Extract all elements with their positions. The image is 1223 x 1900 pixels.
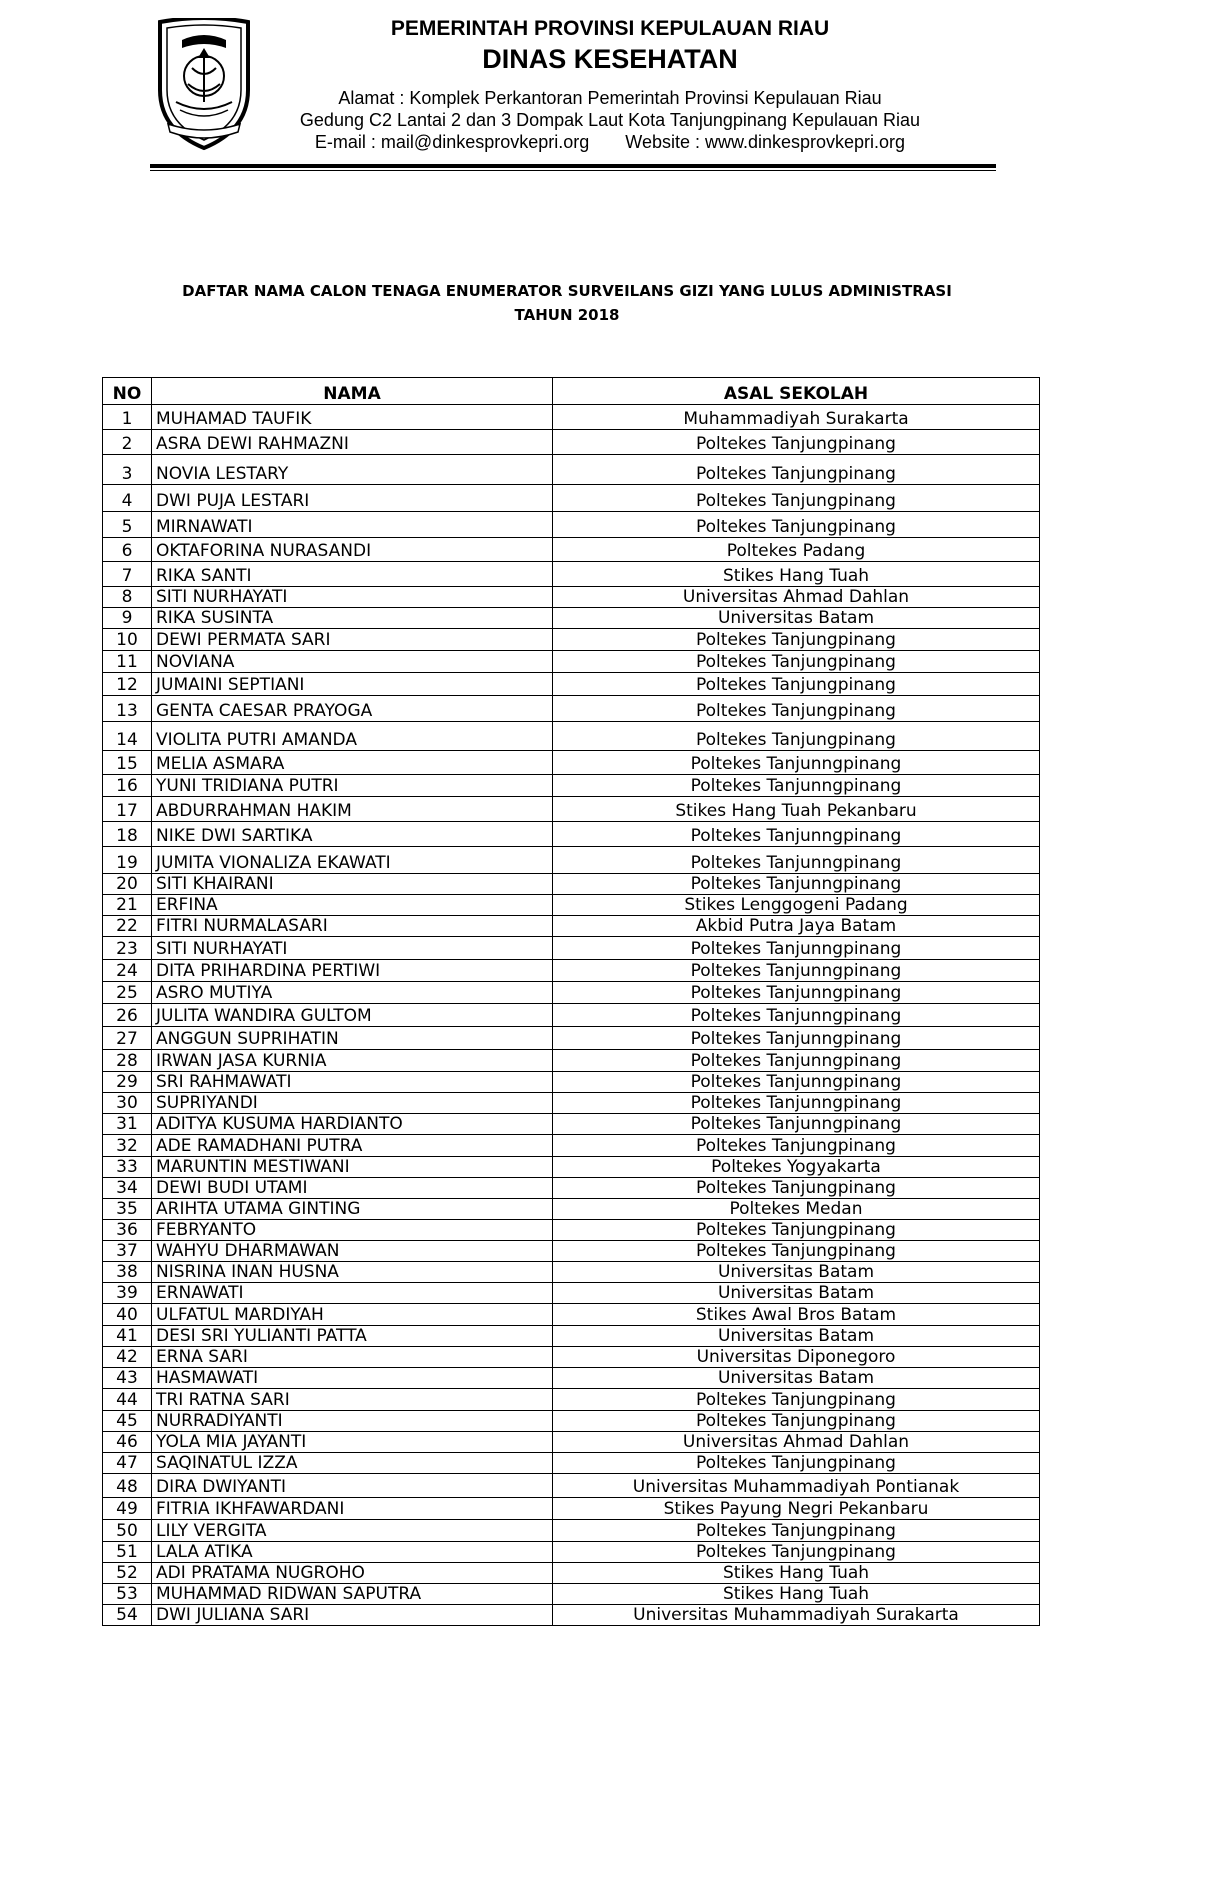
cell-asal-sekolah: Stikes Awal Bros Batam [553, 1304, 1040, 1326]
table-row [103, 916, 1040, 937]
cell-no: 35 [103, 1199, 152, 1220]
table-row [103, 751, 1040, 775]
cell-asal-sekolah: Poltekes Tanjungpinang [553, 722, 1040, 751]
cell-asal-sekolah: Poltekes Tanjungpinang [553, 1220, 1040, 1241]
cell-asal-sekolah: Universitas Batam [553, 1326, 1040, 1347]
cell-asal-sekolah: Stikes Hang Tuah Pekanbaru [553, 797, 1040, 822]
cell-no: 47 [103, 1453, 152, 1474]
cell-no: 44 [103, 1389, 152, 1411]
table-row [103, 1220, 1040, 1241]
table-row [103, 629, 1040, 651]
cell-asal-sekolah: Poltekes Tanjungpinang [553, 430, 1040, 455]
cell-no: 19 [103, 847, 152, 874]
table-row [103, 1474, 1040, 1498]
cell-nama: JULITA WANDIRA GULTOM [152, 1004, 553, 1027]
cell-no: 49 [103, 1498, 152, 1520]
cell-asal-sekolah: Universitas Batam [553, 1283, 1040, 1304]
table-row [103, 937, 1040, 960]
cell-asal-sekolah: Poltekes Tanjungpinang [553, 1542, 1040, 1563]
cell-no: 21 [103, 895, 152, 916]
cell-nama: SRI RAHMAWATI [152, 1072, 553, 1093]
cell-asal-sekolah: Universitas Batam [553, 1262, 1040, 1283]
cell-nama: MUHAMAD TAUFIK [152, 405, 553, 430]
cell-nama: ABDURRAHMAN HAKIM [152, 797, 553, 822]
table-row [103, 1178, 1040, 1199]
table-row [103, 1584, 1040, 1605]
table-row [103, 538, 1040, 562]
table-row [103, 1542, 1040, 1563]
cell-asal-sekolah: Poltekes Tanjungpinang [553, 1178, 1040, 1199]
letterhead-rule [150, 164, 996, 168]
cell-no: 22 [103, 916, 152, 937]
header-no: NO [103, 378, 152, 405]
table-row [103, 1432, 1040, 1453]
cell-no: 40 [103, 1304, 152, 1326]
government-name: PEMERINTAH PROVINSI KEPULAUAN RIAU [390, 17, 830, 40]
cell-no: 24 [103, 960, 152, 982]
cell-asal-sekolah: Universitas Batam [553, 1368, 1040, 1389]
table-row [103, 1004, 1040, 1027]
table-row [103, 1347, 1040, 1368]
cell-no: 53 [103, 1584, 152, 1605]
cell-asal-sekolah: Muhammadiyah Surakarta [553, 405, 1040, 430]
cell-nama: TRI RATNA SARI [152, 1389, 553, 1411]
cell-nama: HASMAWATI [152, 1368, 553, 1389]
table-row [103, 1027, 1040, 1050]
cell-no: 32 [103, 1135, 152, 1157]
cell-no: 28 [103, 1050, 152, 1072]
cell-no: 17 [103, 797, 152, 822]
cell-nama: SITI KHAIRANI [152, 874, 553, 895]
cell-nama: NOVIANA [152, 651, 553, 673]
cell-no: 4 [103, 485, 152, 512]
cell-no: 29 [103, 1072, 152, 1093]
cell-nama: JUMITA VIONALIZA EKAWATI [152, 847, 553, 874]
cell-nama: WAHYU DHARMAWAN [152, 1241, 553, 1262]
table-body [103, 405, 1040, 1626]
table-row [103, 982, 1040, 1004]
document-title [100, 279, 1034, 327]
table-row [103, 512, 1040, 538]
cell-asal-sekolah: Universitas Muhammadiyah Pontianak [553, 1474, 1040, 1498]
table-row [103, 608, 1040, 629]
table-row [103, 1050, 1040, 1072]
table-header-row [103, 378, 1040, 405]
cell-nama: RIKA SANTI [152, 562, 553, 587]
cell-no: 9 [103, 608, 152, 629]
cell-asal-sekolah: Poltekes Tanjunngpinang [553, 775, 1040, 797]
table-row [103, 405, 1040, 430]
cell-nama: SITI NURHAYATI [152, 587, 553, 608]
email-text: E-mail : mail@dinkesprovkepri.org [314, 132, 590, 152]
cell-nama: ERNA SARI [152, 1347, 553, 1368]
table-row [103, 1453, 1040, 1474]
cell-no: 41 [103, 1326, 152, 1347]
cell-no: 37 [103, 1241, 152, 1262]
cell-asal-sekolah: Poltekes Tanjunngpinang [553, 960, 1040, 982]
cell-asal-sekolah: Poltekes Tanjunngpinang [553, 937, 1040, 960]
candidate-table [102, 377, 1040, 1626]
cell-nama: MUHAMMAD RIDWAN SAPUTRA [152, 1584, 553, 1605]
cell-nama: MIRNAWATI [152, 512, 553, 538]
cell-asal-sekolah: Poltekes Padang [553, 538, 1040, 562]
table-row [103, 895, 1040, 916]
cell-asal-sekolah: Poltekes Tanjungpinang [553, 1389, 1040, 1411]
cell-asal-sekolah: Poltekes Tanjunngpinang [553, 1093, 1040, 1114]
provincial-seal-logo [152, 18, 256, 154]
cell-no: 48 [103, 1474, 152, 1498]
cell-no: 51 [103, 1542, 152, 1563]
cell-asal-sekolah: Akbid Putra Jaya Batam [553, 916, 1040, 937]
address-line-1: Alamat : Komplek Perkantoran Pemerintah Provinsi Kepulauan Riau [338, 88, 882, 108]
cell-nama: FITRI NURMALASARI [152, 916, 553, 937]
table-row [103, 1199, 1040, 1220]
cell-nama: ULFATUL MARDIYAH [152, 1304, 553, 1326]
cell-no: 31 [103, 1114, 152, 1135]
cell-nama: FITRIA IKHFAWARDANI [152, 1498, 553, 1520]
cell-no: 54 [103, 1605, 152, 1626]
cell-no: 1 [103, 405, 152, 430]
cell-no: 12 [103, 673, 152, 696]
cell-asal-sekolah: Poltekes Tanjunngpinang [553, 847, 1040, 874]
cell-asal-sekolah: Stikes Hang Tuah [553, 1563, 1040, 1584]
table-row [103, 1283, 1040, 1304]
table-row [103, 430, 1040, 455]
cell-nama: ERFINA [152, 895, 553, 916]
cell-nama: YUNI TRIDIANA PUTRI [152, 775, 553, 797]
table-row [103, 696, 1040, 722]
cell-asal-sekolah: Poltekes Tanjunngpinang [553, 822, 1040, 847]
cell-nama: ANGGUN SUPRIHATIN [152, 1027, 553, 1050]
table-row [103, 1093, 1040, 1114]
cell-no: 11 [103, 651, 152, 673]
cell-asal-sekolah: Poltekes Tanjungpinang [553, 629, 1040, 651]
cell-no: 25 [103, 982, 152, 1004]
cell-nama: DEWI BUDI UTAMI [152, 1178, 553, 1199]
contact-line [260, 131, 960, 153]
cell-no: 6 [103, 538, 152, 562]
cell-asal-sekolah: Poltekes Tanjungpinang [553, 673, 1040, 696]
cell-nama: ADI PRATAMA NUGROHO [152, 1563, 553, 1584]
cell-asal-sekolah: Universitas Diponegoro [553, 1347, 1040, 1368]
cell-asal-sekolah: Universitas Muhammadiyah Surakarta [553, 1605, 1040, 1626]
table-row [103, 797, 1040, 822]
letterhead-rule-thin [150, 170, 996, 171]
header-nama: NAMA [152, 378, 553, 405]
cell-asal-sekolah: Poltekes Tanjunngpinang [553, 751, 1040, 775]
table-row [103, 1411, 1040, 1432]
cell-no: 33 [103, 1157, 152, 1178]
header-asal-sekolah: ASAL SEKOLAH [553, 378, 1040, 405]
cell-nama: ASRA DEWI RAHMAZNI [152, 430, 553, 455]
cell-nama: FEBRYANTO [152, 1220, 553, 1241]
cell-nama: SUPRIYANDI [152, 1093, 553, 1114]
cell-no: 45 [103, 1411, 152, 1432]
cell-asal-sekolah: Poltekes Tanjunngpinang [553, 1004, 1040, 1027]
table-row [103, 1563, 1040, 1584]
cell-asal-sekolah: Poltekes Tanjungpinang [553, 1135, 1040, 1157]
cell-no: 18 [103, 822, 152, 847]
table-row [103, 722, 1040, 751]
cell-nama: OKTAFORINA NURASANDI [152, 538, 553, 562]
cell-nama: DESI SRI YULIANTI PATTA [152, 1326, 553, 1347]
cell-nama: YOLA MIA JAYANTI [152, 1432, 553, 1453]
table-row [103, 1241, 1040, 1262]
table-row [103, 587, 1040, 608]
cell-asal-sekolah: Poltekes Tanjunngpinang [553, 1050, 1040, 1072]
cell-no: 2 [103, 430, 152, 455]
cell-asal-sekolah: Stikes Payung Negri Pekanbaru [553, 1498, 1040, 1520]
table-row [103, 847, 1040, 874]
cell-nama: NURRADIYANTI [152, 1411, 553, 1432]
cell-no: 30 [103, 1093, 152, 1114]
cell-asal-sekolah: Stikes Hang Tuah [553, 562, 1040, 587]
title-line-1: DAFTAR NAMA CALON TENAGA ENUMERATOR SURVEILANS GIZI YANG LULUS ADMINISTRASI [182, 282, 952, 300]
cell-nama: NISRINA INAN HUSNA [152, 1262, 553, 1283]
table-row [103, 1389, 1040, 1411]
cell-no: 39 [103, 1283, 152, 1304]
cell-asal-sekolah: Universitas Ahmad Dahlan [553, 1432, 1040, 1453]
cell-nama: MELIA ASMARA [152, 751, 553, 775]
cell-no: 43 [103, 1368, 152, 1389]
table-row [103, 775, 1040, 797]
department-name: DINAS KESEHATAN [482, 44, 738, 74]
cell-no: 5 [103, 512, 152, 538]
letterhead [260, 16, 960, 153]
table-row [103, 1326, 1040, 1347]
table-row [103, 1072, 1040, 1093]
cell-asal-sekolah: Universitas Batam [553, 608, 1040, 629]
cell-asal-sekolah: Poltekes Medan [553, 1199, 1040, 1220]
cell-asal-sekolah: Poltekes Tanjungpinang [553, 1520, 1040, 1542]
address-line-2: Gedung C2 Lantai 2 dan 3 Dompak Laut Kota Tanjungpinang Kepulauan Riau [299, 110, 921, 130]
table-row [103, 1368, 1040, 1389]
cell-no: 10 [103, 629, 152, 651]
table-row [103, 1498, 1040, 1520]
cell-no: 36 [103, 1220, 152, 1241]
cell-nama: SITI NURHAYATI [152, 937, 553, 960]
table-row [103, 485, 1040, 512]
cell-no: 27 [103, 1027, 152, 1050]
cell-nama: IRWAN JASA KURNIA [152, 1050, 553, 1072]
cell-nama: DWI JULIANA SARI [152, 1605, 553, 1626]
cell-nama: ASRO MUTIYA [152, 982, 553, 1004]
cell-asal-sekolah: Poltekes Yogyakarta [553, 1157, 1040, 1178]
cell-no: 20 [103, 874, 152, 895]
cell-nama: LILY VERGITA [152, 1520, 553, 1542]
cell-asal-sekolah: Poltekes Tanjungpinang [553, 455, 1040, 485]
cell-nama: MARUNTIN MESTIWANI [152, 1157, 553, 1178]
cell-asal-sekolah: Poltekes Tanjungpinang [553, 1453, 1040, 1474]
cell-nama: DITA PRIHARDINA PERTIWI [152, 960, 553, 982]
cell-asal-sekolah: Poltekes Tanjunngpinang [553, 1027, 1040, 1050]
cell-nama: NOVIA LESTARY [152, 455, 553, 485]
cell-no: 7 [103, 562, 152, 587]
table-row [103, 455, 1040, 485]
cell-nama: ADITYA KUSUMA HARDIANTO [152, 1114, 553, 1135]
cell-nama: JUMAINI SEPTIANI [152, 673, 553, 696]
cell-no: 52 [103, 1563, 152, 1584]
table-row [103, 874, 1040, 895]
cell-nama: DEWI PERMATA SARI [152, 629, 553, 651]
cell-asal-sekolah: Poltekes Tanjunngpinang [553, 874, 1040, 895]
cell-nama: VIOLITA PUTRI AMANDA [152, 722, 553, 751]
cell-no: 15 [103, 751, 152, 775]
table-row [103, 822, 1040, 847]
cell-asal-sekolah: Poltekes Tanjunngpinang [553, 1072, 1040, 1093]
cell-asal-sekolah: Poltekes Tanjunngpinang [553, 982, 1040, 1004]
cell-asal-sekolah: Poltekes Tanjungpinang [553, 512, 1040, 538]
table-row [103, 562, 1040, 587]
cell-asal-sekolah: Universitas Ahmad Dahlan [553, 587, 1040, 608]
cell-nama: NIKE DWI SARTIKA [152, 822, 553, 847]
cell-asal-sekolah: Poltekes Tanjungpinang [553, 1411, 1040, 1432]
cell-asal-sekolah: Poltekes Tanjungpinang [553, 1241, 1040, 1262]
cell-asal-sekolah: Poltekes Tanjungpinang [553, 651, 1040, 673]
cell-nama: DIRA DWIYANTI [152, 1474, 553, 1498]
cell-nama: LALA ATIKA [152, 1542, 553, 1563]
cell-asal-sekolah: Poltekes Tanjungpinang [553, 696, 1040, 722]
title-line-2: TAHUN 2018 [514, 306, 620, 324]
cell-no: 50 [103, 1520, 152, 1542]
cell-nama: GENTA CAESAR PRAYOGA [152, 696, 553, 722]
cell-asal-sekolah: Poltekes Tanjunngpinang [553, 1114, 1040, 1135]
cell-no: 14 [103, 722, 152, 751]
table-row [103, 1304, 1040, 1326]
cell-nama: ERNAWATI [152, 1283, 553, 1304]
cell-no: 38 [103, 1262, 152, 1283]
cell-nama: SAQINATUL IZZA [152, 1453, 553, 1474]
table-row [103, 1114, 1040, 1135]
cell-no: 13 [103, 696, 152, 722]
cell-no: 46 [103, 1432, 152, 1453]
cell-no: 23 [103, 937, 152, 960]
table-row [103, 1605, 1040, 1626]
table-row [103, 1135, 1040, 1157]
cell-no: 26 [103, 1004, 152, 1027]
cell-nama: RIKA SUSINTA [152, 608, 553, 629]
table-row [103, 1157, 1040, 1178]
cell-no: 16 [103, 775, 152, 797]
cell-nama: DWI PUJA LESTARI [152, 485, 553, 512]
table-row [103, 960, 1040, 982]
cell-no: 34 [103, 1178, 152, 1199]
cell-nama: ADE RAMADHANI PUTRA [152, 1135, 553, 1157]
cell-no: 42 [103, 1347, 152, 1368]
table-row [103, 673, 1040, 696]
cell-no: 3 [103, 455, 152, 485]
cell-asal-sekolah: Stikes Hang Tuah [553, 1584, 1040, 1605]
website-text: Website : www.dinkesprovkepri.org [625, 132, 906, 152]
cell-asal-sekolah: Poltekes Tanjungpinang [553, 485, 1040, 512]
cell-asal-sekolah: Stikes Lenggogeni Padang [553, 895, 1040, 916]
cell-nama: ARIHTA UTAMA GINTING [152, 1199, 553, 1220]
table-row [103, 651, 1040, 673]
table-row [103, 1262, 1040, 1283]
cell-no: 8 [103, 587, 152, 608]
table-row [103, 1520, 1040, 1542]
